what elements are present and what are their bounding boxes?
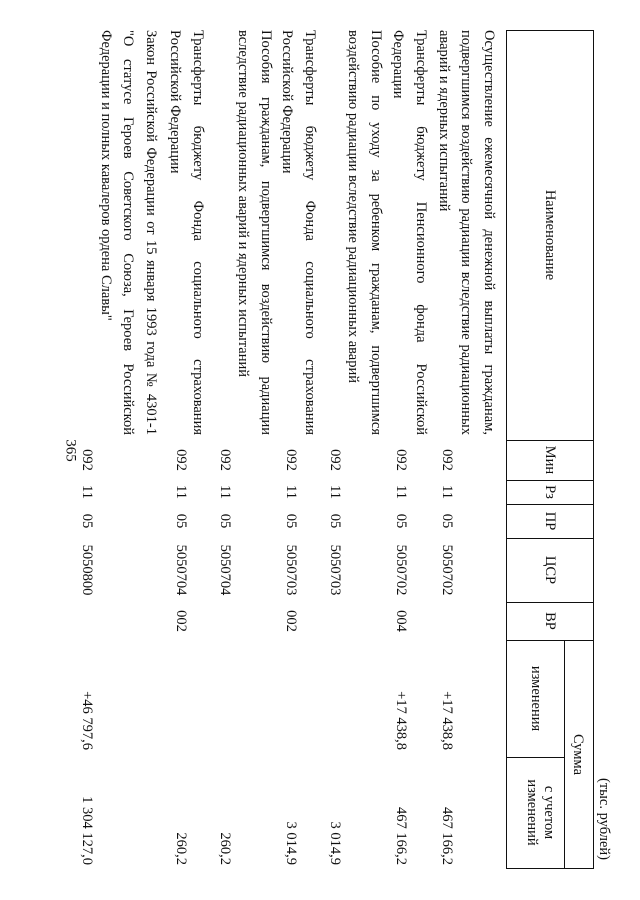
row-vr: 002 — [283, 610, 299, 632]
row-rz: 11 — [79, 485, 95, 499]
units-label: (тыс. рублей) — [596, 778, 612, 860]
header-rz: Рз — [542, 485, 558, 499]
header-with-changes: с учетом изменений — [524, 779, 557, 846]
row-rz: 11 — [283, 485, 299, 499]
row-csr: 5050703 — [327, 544, 343, 596]
row-name: Трансферты бюджету Фонда социального страхования Российской Федерации — [279, 30, 318, 435]
row-pr: 05 — [439, 513, 455, 529]
header-summa-rule — [564, 640, 565, 869]
row-min: 092 — [79, 449, 95, 471]
row-pr: 05 — [173, 513, 189, 529]
row-rz: 11 — [393, 485, 409, 499]
header-csr: ЦСР — [542, 555, 558, 585]
row-total: 260,2 — [217, 832, 233, 865]
row-name: Трансферты бюджету Фонда социального страхования Российской Федерации — [167, 30, 206, 435]
row-vr: 002 — [173, 610, 189, 632]
row-total: 3 014,9 — [327, 821, 343, 865]
row-change: +17 438,8 — [393, 691, 409, 750]
row-min: 092 — [439, 449, 455, 471]
header-summa: Сумма — [570, 733, 586, 776]
row-vr: 004 — [393, 610, 409, 632]
page-number: 365 — [62, 439, 79, 462]
row-name: Пособия гражданам, подвергшимся воздействию радиации вследствие радиационных аварий и ядерных испытаний — [235, 30, 274, 435]
row-name: Осуществление ежемесячной денежной выплаты гражданам, подвергшимся воздействию радиации вследствие радиационных аварий и ядерных испытаний — [436, 30, 497, 435]
row-total: 3 014,9 — [283, 821, 299, 865]
row-min: 092 — [173, 449, 189, 471]
row-pr: 05 — [283, 513, 299, 529]
row-rz: 11 — [327, 485, 343, 499]
row-name: Пособие по уходу за ребенком гражданам, подвергшимся воздействию радиации вследствие радиационных аварий — [345, 30, 384, 435]
header-name: Наименование — [542, 189, 558, 281]
row-name: Закон Российской Федерации от 15 января 1993 года № 4301-1 "О статусе Героев Советского Союза, Героев Российской Федерации и полных кавалеров ордена Славы" — [98, 30, 159, 435]
header-change: изменения — [528, 665, 544, 732]
header-border-bottom — [506, 30, 507, 869]
row-csr: 5050702 — [439, 544, 455, 596]
row-pr: 05 — [393, 513, 409, 529]
row-min: 092 — [393, 449, 409, 471]
row-csr: 5050800 — [79, 544, 95, 596]
row-total: 260,2 — [173, 832, 189, 865]
row-csr: 5050702 — [393, 544, 409, 596]
row-total: 467 166,2 — [439, 807, 455, 865]
row-rz: 11 — [439, 485, 455, 499]
row-pr: 05 — [327, 513, 343, 529]
header-vr: ВР — [542, 612, 558, 630]
row-min: 092 — [327, 449, 343, 471]
row-name: Трансферты бюджету Пенсионного фонда Российской Федерации — [390, 30, 429, 435]
row-csr: 5050703 — [283, 544, 299, 596]
row-pr: 05 — [79, 513, 95, 529]
row-csr: 5050704 — [173, 544, 189, 596]
header-min: Мин — [542, 445, 558, 475]
row-min: 092 — [283, 449, 299, 471]
row-pr: 05 — [217, 513, 233, 529]
header-pr: ПР — [542, 511, 558, 531]
row-change: +17 438,8 — [439, 691, 455, 750]
header-border-top — [593, 30, 594, 869]
row-csr: 5050704 — [217, 544, 233, 596]
row-rz: 11 — [217, 485, 233, 499]
row-rz: 11 — [173, 485, 189, 499]
row-change: +46 797,6 — [79, 691, 95, 750]
row-total: 467 166,2 — [393, 807, 409, 865]
row-min: 092 — [217, 449, 233, 471]
row-total: 1 304 127,0 — [79, 796, 95, 865]
